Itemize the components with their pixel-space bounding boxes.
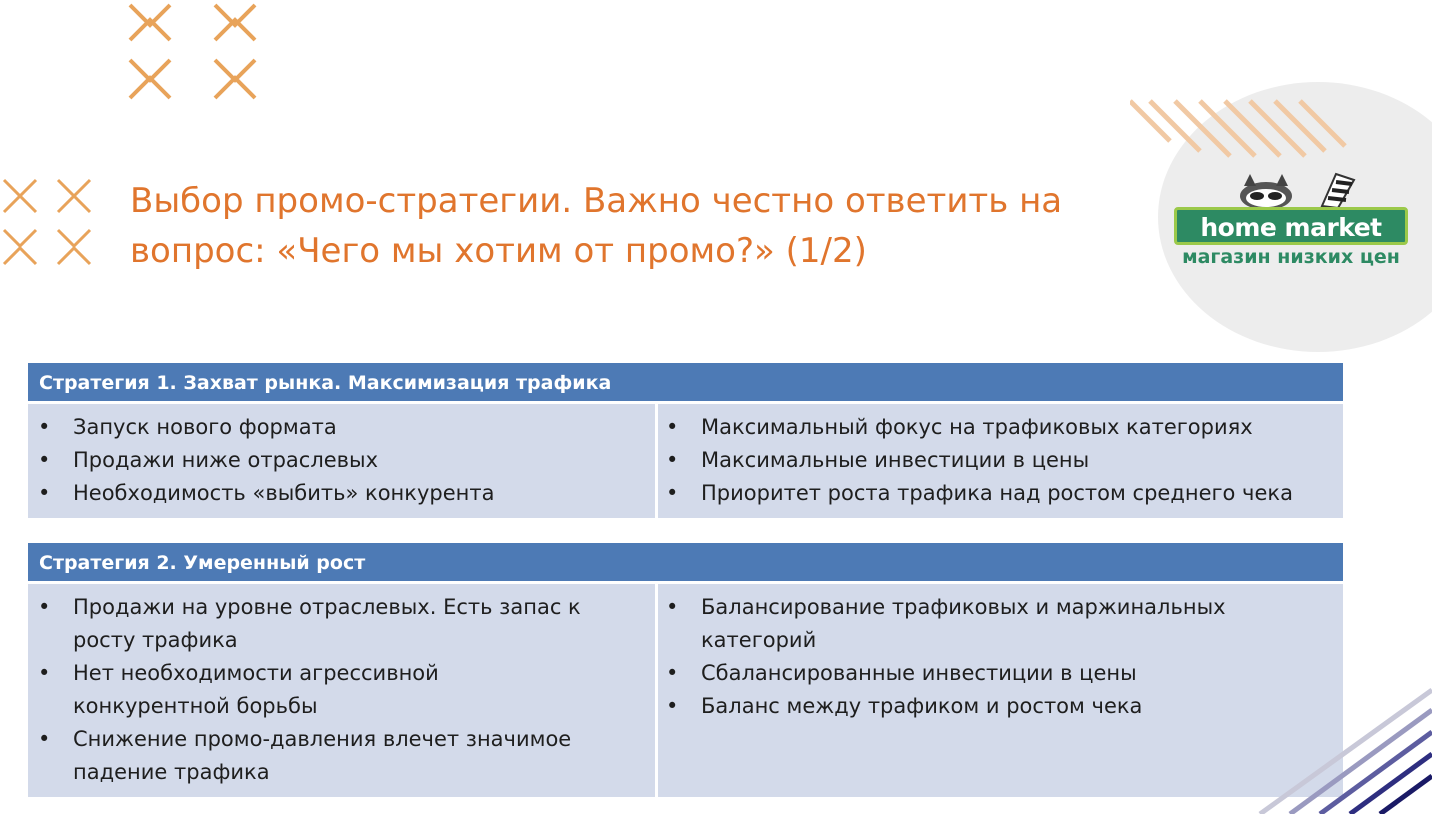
list-item: • Максимальные инвестиции в цены [666, 444, 1333, 477]
list-item: • Снижение промо-давления влечет значимое падение трафика [38, 723, 598, 789]
page-title [130, 176, 1120, 276]
list-item: • Баланс между трафиком и ростом чека [666, 690, 1246, 723]
list-item: • Приоритет роста трафика над ростом среднего чека [666, 477, 1333, 510]
list-item: • Максимальный фокус на трафиковых категориях [666, 411, 1333, 444]
raccoon-mascot-icon [1226, 170, 1366, 210]
title-line-2: вопрос: «Чего мы хотим от промо?» (1/2) [130, 231, 867, 271]
list-item: • Нет необходимости агрессивной конкурентной борьбы [38, 657, 598, 723]
strategy-1-table [28, 363, 1343, 518]
brand-tagline: магазин низких цен [1182, 246, 1400, 268]
decorative-cross-pattern-left [0, 172, 105, 272]
chevron-decoration [1200, 650, 1432, 814]
strategy-1-header: Стратегия 1. Захват рынка. Максимизация трафика [28, 363, 1343, 404]
list-item: • Продажи на уровне отраслевых. Есть запас к росту трафика [38, 591, 598, 657]
list-item: • Продажи ниже отраслевых [38, 444, 645, 477]
list-item: • Сбалансированные инвестиции в цены [666, 657, 1246, 690]
title-line-1: Выбор промо-стратегии. Важно честно ответить на [130, 181, 1063, 221]
list-item: • Балансирование трафиковых и маржинальных категорий [666, 591, 1246, 657]
strategy-2-table [28, 543, 1343, 797]
decorative-cross-pattern-top [120, 0, 290, 105]
strategy-1-left-column [28, 404, 658, 518]
brand-logo: home market [1174, 207, 1408, 245]
strategy-2-header: Стратегия 2. Умеренный рост [28, 543, 1343, 584]
strategy-2-left-column [28, 584, 658, 797]
list-item: • Запуск нового формата [38, 411, 645, 444]
list-item: • Необходимость «выбить» конкурента [38, 477, 645, 510]
strategy-1-right-column [658, 404, 1343, 518]
